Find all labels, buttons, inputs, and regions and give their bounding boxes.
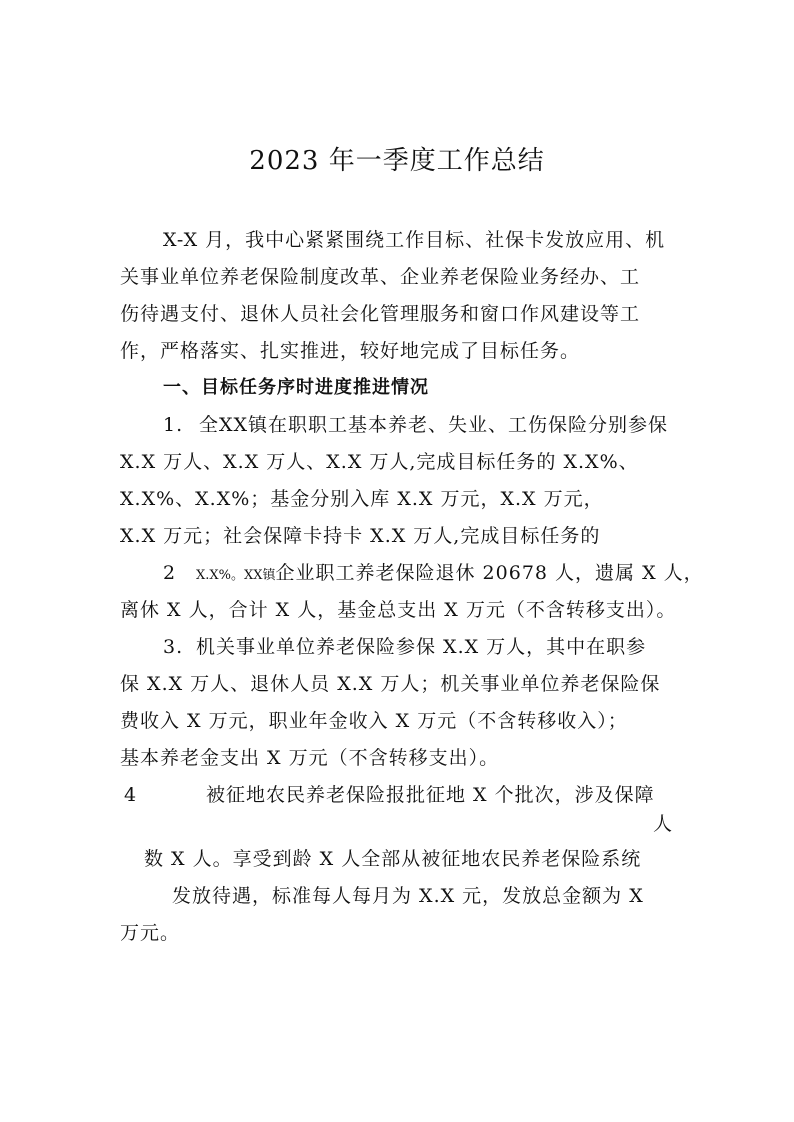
item-4-line-1-wrap: 人 xyxy=(653,813,674,835)
item-4-line-4: 万元。 xyxy=(120,922,181,944)
item-2-line-2: 离休 X 人，合计 X 人，基金总支出 X 万元（不含转移支出）。 xyxy=(120,599,677,621)
item-3-text: 机关事业单位养老保险参保 X.X 万人，其中在职参 xyxy=(196,636,647,658)
item-4-number: 4 xyxy=(124,784,138,806)
item-2-number: 2 xyxy=(163,562,177,584)
item-4-line-3: 发放待遇，标准每人每月为 X.X 元，发放总金额为 X xyxy=(172,885,644,907)
intro-line-4: 作，严格落实、扎实推进，较好地完成了目标任务。 xyxy=(120,340,581,362)
intro-line-1: X-X 月，我中心紧紧围绕工作目标、社保卡发放应用、机 xyxy=(163,229,666,251)
intro-line-3: 伤待遇支付、退休人员社会化管理服务和窗口作风建设等工 xyxy=(120,303,641,325)
item-2-text: 企业职工养老保险退休 20678 人，遗属 X 人， xyxy=(275,562,704,584)
item-2-line-1 xyxy=(163,561,704,588)
item-1-number: 1. xyxy=(163,414,184,436)
item-3-line-1 xyxy=(163,635,646,659)
intro-line-2: 关事业单位养老保险制度改革、企业养老保险业务经办、工 xyxy=(120,266,641,288)
item-1-line-1 xyxy=(163,413,668,437)
item-3-line-3: 费收入 X 万元，职业年金收入 X 万元（不含转移收入）； xyxy=(120,710,628,732)
item-4-line-1: 被征地农民养老保险报批征地 X 个批次，涉及保障 xyxy=(206,784,655,806)
item-3-line-2: 保 X.X 万人、退休人员 X.X 万人；机关事业单位养老保险保 xyxy=(120,673,661,695)
item-3-line-4: 基本养老金支出 X 万元（不含转移支出）。 xyxy=(120,747,500,769)
item-1-line-2: X.X 万人、X.X 万人、X.X 万人,完成目标任务的 X.X%、 xyxy=(120,451,639,473)
item-4-line-2: 数 X 人。享受到龄 X 人全部从被征地农民养老保险系统 xyxy=(144,848,642,870)
item-1-line-4: X.X 万元；社会保障卡持卡 X.X 万人,完成目标任务的 xyxy=(120,525,601,547)
item-3-number: 3. xyxy=(163,636,184,658)
item-2-small-text: X.X%。XX镇 xyxy=(196,568,276,583)
item-1-text: 全XX镇在职职工基本养老、失业、工伤保险分别参保 xyxy=(199,414,669,436)
document-title: 2023 年一季度工作总结 xyxy=(249,146,545,176)
section-heading: 一、目标任务序时进度推进情况 xyxy=(163,377,429,398)
item-1-line-3: X.X%、X.X%；基金分别入库 X.X 万元，X.X 万元， xyxy=(120,488,604,510)
